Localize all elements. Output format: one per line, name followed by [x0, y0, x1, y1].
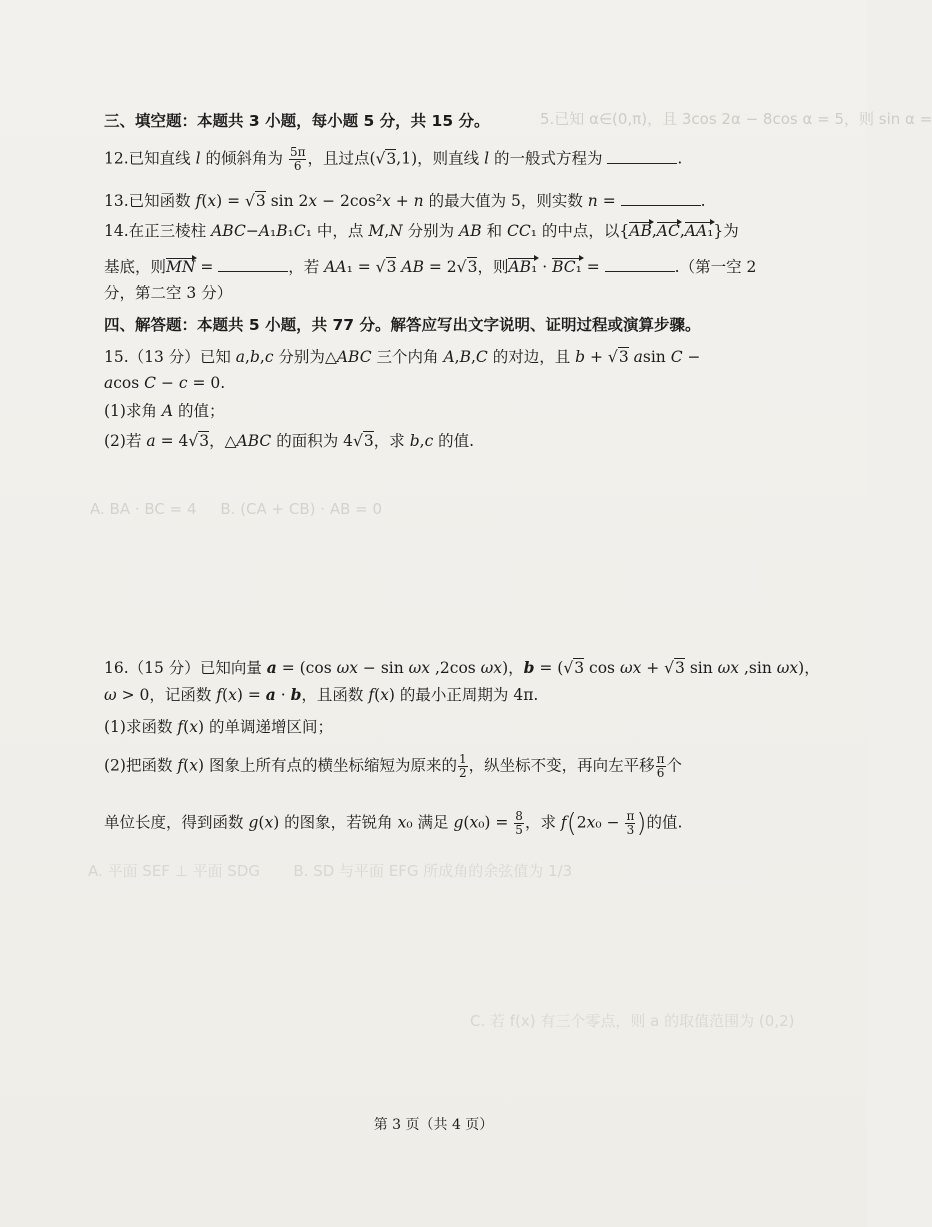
bleed-through-text: A. BA · BC = 4 B. (CA + CB) · AB = 0: [90, 500, 383, 518]
question-12: 12.已知直线 l 的倾斜角为 $\frac{5\pi}{6}$ ，且过点(√3,1)，则直线 l 的一般式方程为 .: [104, 145, 683, 173]
question-16-part-2: (2)把函数 f(x) 图象上所有点的横坐标缩短为原来的 $\frac{1}{2}$ ，纵坐标不变，再向左平移 $\frac{\pi}{6}$ 个: [104, 752, 683, 780]
question-16-cont: ω > 0，记函数 f(x) = a · b，且函数 f(x) 的最小正周期为 4π.: [104, 685, 539, 704]
question-14: 14.在正三棱柱 ABC−A₁B₁C₁ 中，点 M,N 分别为 AB 和 CC₁ 的中点，以{AB,AC,AA₁}为: [104, 222, 739, 240]
fraction-5pi-6: $\frac{5\pi}{6}$: [289, 145, 306, 173]
bleed-through-text: A. 平面 SEF ⊥ 平面 SDG B. SD 与平面 EFG 所成角的余弦值为 1/3: [88, 862, 573, 880]
answer-blank[interactable]: [621, 205, 701, 206]
page-footer: 第 3 页（共 4 页）: [373, 1117, 494, 1133]
question-14-score: 分，第二空 3 分）: [104, 284, 233, 302]
answer-blank-2[interactable]: [605, 271, 675, 272]
fraction-pi-3: $\frac{\pi}{3}$: [626, 809, 635, 837]
fraction-1-2: $\frac{1}{2}$: [458, 752, 467, 780]
bleed-through-text: 5.已知 α∈(0,π)，且 3cos 2α − 8cos α = 5，则 sin α =: [540, 110, 932, 128]
question-13: 13.已知函数 f(x) = √3 sin 2x − 2cos²x + n 的最大值为 5，则实数 n = .: [104, 192, 706, 210]
fraction-8-5: $\frac{8}{5}$: [515, 809, 523, 837]
question-15-part-2: (2)若 a = 4√3，△ABC 的面积为 4√3，求 b,c 的值.: [104, 432, 475, 450]
bleed-through-text: C. 若 f(x) 有三个零点，则 a 的取值范围为 (0,2): [470, 1012, 795, 1030]
question-16: 16.（15 分）已知向量 a = (cos ωx − sin ωx ,2cos ωx)，b = (√3 cos ωx + √3 sin ωx ,sin ωx)，: [104, 658, 820, 677]
answer-blank[interactable]: [607, 163, 677, 164]
question-16-part-2-cont: 单位长度，得到函数 g(x) 的图象，若锐角 x₀ 满足 g(x₀) = $\frac{8}{5}$ ，求 f(2x₀ − $\frac{\pi}{3}$ )的值.: [104, 808, 683, 839]
question-15-part-1: (1)求角 A 的值；: [104, 402, 225, 420]
answer-blank-1[interactable]: [218, 271, 288, 272]
fraction-pi-6: $\frac{\pi}{6}$: [656, 752, 665, 780]
question-15-cont: acos C − c = 0.: [104, 374, 226, 392]
question-16-part-1: (1)求函数 f(x) 的单调递增区间；: [104, 718, 333, 736]
question-14-cont: 基底，则MN = ，若 AA₁ = √3 AB = 2√3，则AB₁ · BC₁ = .（第一空 2: [104, 258, 757, 276]
section-4-heading: 四、解答题：本题共 5 小题，共 77 分。解答应写出文字说明、证明过程或演算步骤。: [104, 316, 701, 334]
question-15: 15.（13 分）已知 a,b,c 分别为△ABC 三个内角 A,B,C 的对边，且 b + √3 asin C −: [104, 348, 701, 366]
section-3-heading: 三、填空题：本题共 3 小题，每小题 5 分，共 15 分。: [104, 112, 490, 130]
